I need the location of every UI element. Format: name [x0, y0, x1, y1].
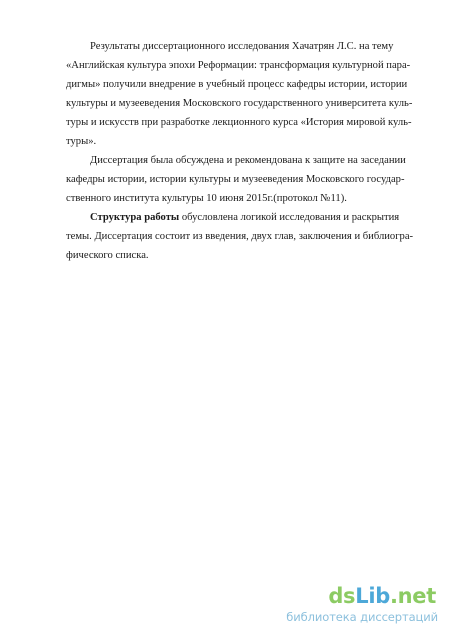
paragraph-1-line-4: культуры и музееведения Московского государственного университета куль-: [66, 98, 413, 109]
paragraph-1-line-5: туры и искусств при разработке лекционного курса «История мировой куль-: [66, 117, 412, 128]
paragraph-1-line-6: туры».: [66, 136, 97, 147]
paragraph-2-line-3: ственного института культуры 10 июня 2015г.(протокол №11).: [66, 193, 347, 204]
paragraph-3-line-1-text: обусловлена логикой исследования и раскрытия: [179, 212, 400, 223]
paragraph-1-line-3: дигмы» получили внедрение в учебный процесс кафедры истории, истории: [66, 79, 408, 90]
dslib-tagline: библиотека диссертаций: [286, 610, 438, 624]
structure-heading: Структура работы: [90, 212, 180, 223]
paragraph-1-line-1: Результаты диссертационного исследования Хачатрян Л.С. на тему: [90, 41, 394, 52]
paragraph-3-line-2: темы. Диссертация состоит из введения, двух глав, заключения и библиогра-: [66, 231, 414, 242]
paragraph-2-line-2: кафедры истории, истории культуры и музееведения Московского государ-: [66, 174, 405, 185]
dslib-watermark[interactable]: [278, 584, 438, 628]
dslib-logo: dsLib.net: [328, 584, 436, 608]
paragraph-3-line-3: фического списка.: [66, 250, 149, 261]
paragraph-3-line-1: [90, 212, 400, 224]
paragraph-1-line-2: «Английская культура эпохи Реформации: трансформация культурной пара-: [66, 60, 411, 71]
paragraph-2-line-1: Диссертация была обсуждена и рекомендована к защите на заседании: [90, 155, 406, 166]
